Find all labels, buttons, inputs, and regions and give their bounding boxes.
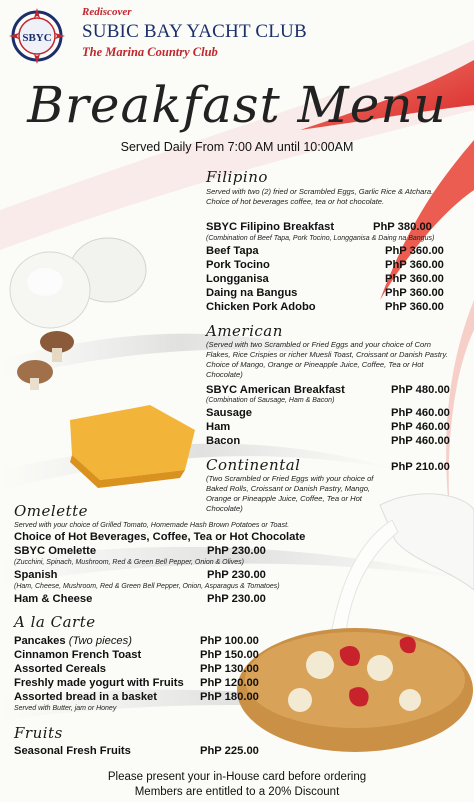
menu-item-price: PhP 180.00 — [200, 691, 259, 703]
omelette-heading: Omelette — [14, 502, 89, 520]
menu-item: Assorted Cereals — [14, 663, 107, 675]
menu-item-price: PhP 230.00 — [207, 593, 266, 605]
menu-item-price: PhP 130.00 — [200, 663, 259, 675]
menu-item: Assorted bread in a basket — [14, 691, 158, 703]
american-heading: American — [206, 322, 283, 340]
omelette-description: Served with your choice of Grilled Tomato, Homemade Hash Brown Potatoes or Toast. — [14, 520, 290, 529]
cheese-illustration — [70, 405, 195, 488]
menu-item: Bacon — [206, 435, 241, 447]
menu-item-price: PhP 460.00 — [391, 435, 450, 447]
menu-item-note: (Ham, Cheese, Mushroom, Red & Green Bell Pepper, Onion, Asparagus & Tomatoes) — [14, 583, 280, 590]
american-description: (Served with two Scrambled or Fried Eggs and your choice of Corn Flakes, Rice Crispies or richer Muesli Toast, Croissant or Danish Pastry. Choice of Mango, Orange or Pineapple Juice, Coffee, Tea or Hot Chocolate) — [206, 340, 448, 379]
menu-item: Beef Tapa — [206, 245, 259, 257]
served-hours: Served Daily From 7:00 AM until 10:00AM — [120, 140, 354, 154]
alacarte-heading: A la Carte — [14, 613, 96, 631]
continental-heading: Continental — [206, 456, 301, 474]
menu-item: Seasonal Fresh Fruits — [14, 745, 131, 757]
eggs-illustration — [10, 238, 146, 328]
menu-item-price: PhP 150.00 — [200, 649, 259, 661]
header-club-name: SUBIC BAY YACHT CLUB — [82, 21, 307, 42]
menu-item: Pork Tocino — [206, 259, 270, 271]
header-club-subtitle: The Marina Country Club — [82, 45, 218, 59]
filipino-heading: Filipino — [206, 168, 268, 186]
menu-item: Spanish — [14, 569, 58, 581]
menu-item-note: (Combination of Beef Tapa, Pork Tocino, Longganisa & Daing na Bangus) — [206, 235, 435, 242]
filipino-description: Served with two (2) fried or Scrambled Eggs, Garlic Rice & Atchara. Choice of hot beverages coffee, tea or hot chocolate. — [206, 187, 434, 206]
omelette-beverage-choice: Choice of Hot Beverages, Coffee, Tea or Hot Chocolate — [14, 531, 306, 543]
menu-item: Ham — [206, 421, 231, 433]
menu-item-price: PhP 360.00 — [385, 273, 444, 285]
menu-item-price: PhP 360.00 — [385, 245, 444, 257]
menu-item: Pancakes (Two pieces) — [14, 635, 132, 647]
menu-item: Ham & Cheese — [14, 593, 93, 605]
footer-discount-notice: Members are entitled to a 20% Discount — [134, 786, 340, 798]
menu-item-price: PhP 360.00 — [385, 259, 444, 271]
menu-item: Cinnamon French Toast — [14, 649, 142, 661]
menu-item-qualifier: (Two pieces) — [65, 635, 132, 647]
club-logo — [8, 6, 66, 70]
menu-item-price: PhP 380.00 — [373, 221, 432, 233]
footer-card-notice: Please present your in-House card before ordering — [107, 771, 367, 783]
menu-item: Freshly made yogurt with Fruits — [14, 677, 184, 689]
menu-item: Longganisa — [206, 273, 269, 285]
menu-item-price: PhP 120.00 — [200, 677, 259, 689]
menu-item-price: PhP 460.00 — [391, 407, 450, 419]
menu-item: Sausage — [206, 407, 253, 419]
menu-item: SBYC Filipino Breakfast — [206, 221, 335, 233]
menu-item: SBYC American Breakfast — [206, 384, 345, 396]
menu-item-price: PhP 360.00 — [385, 301, 444, 313]
cereal-bowl-illustration — [237, 628, 473, 752]
menu-item: Daing na Bangus — [206, 287, 298, 299]
header-rediscover: Rediscover — [82, 6, 132, 18]
menu-item-price: PhP 100.00 — [200, 635, 259, 647]
fruits-heading: Fruits — [14, 724, 63, 742]
menu-item-price: PhP 225.00 — [200, 745, 259, 757]
menu-item-price: PhP 360.00 — [385, 287, 444, 299]
menu-item-price: PhP 230.00 — [207, 545, 266, 557]
menu-item-price: PhP 480.00 — [391, 384, 450, 396]
menu-item: Chicken Pork Adobo — [206, 301, 316, 313]
menu-item-note: (Zucchini, Spinach, Mushroom, Red & Green Bell Pepper, Onion & Olives) — [14, 559, 244, 566]
continental-description: (Two Scrambled or Fried Eggs with your choice of Baked Rolls, Croissant or Danish Pastry, Mango, Orange or Pineapple Juice, Coffee, Tea or Hot Chocolate) — [206, 474, 374, 513]
menu-item-price: PhP 460.00 — [391, 421, 450, 433]
menu-item-note: Served with Butter, jam or Honey — [14, 705, 117, 712]
logo-monogram: SBYC — [22, 32, 52, 44]
menu-title: Breakfast Menu — [27, 76, 447, 134]
menu-item: SBYC Omelette — [14, 545, 97, 557]
continental-price: PhP 210.00 — [391, 461, 450, 473]
menu-item-note: (Combination of Sausage, Ham & Bacon) — [206, 397, 335, 404]
menu-item-price: PhP 230.00 — [207, 569, 266, 581]
